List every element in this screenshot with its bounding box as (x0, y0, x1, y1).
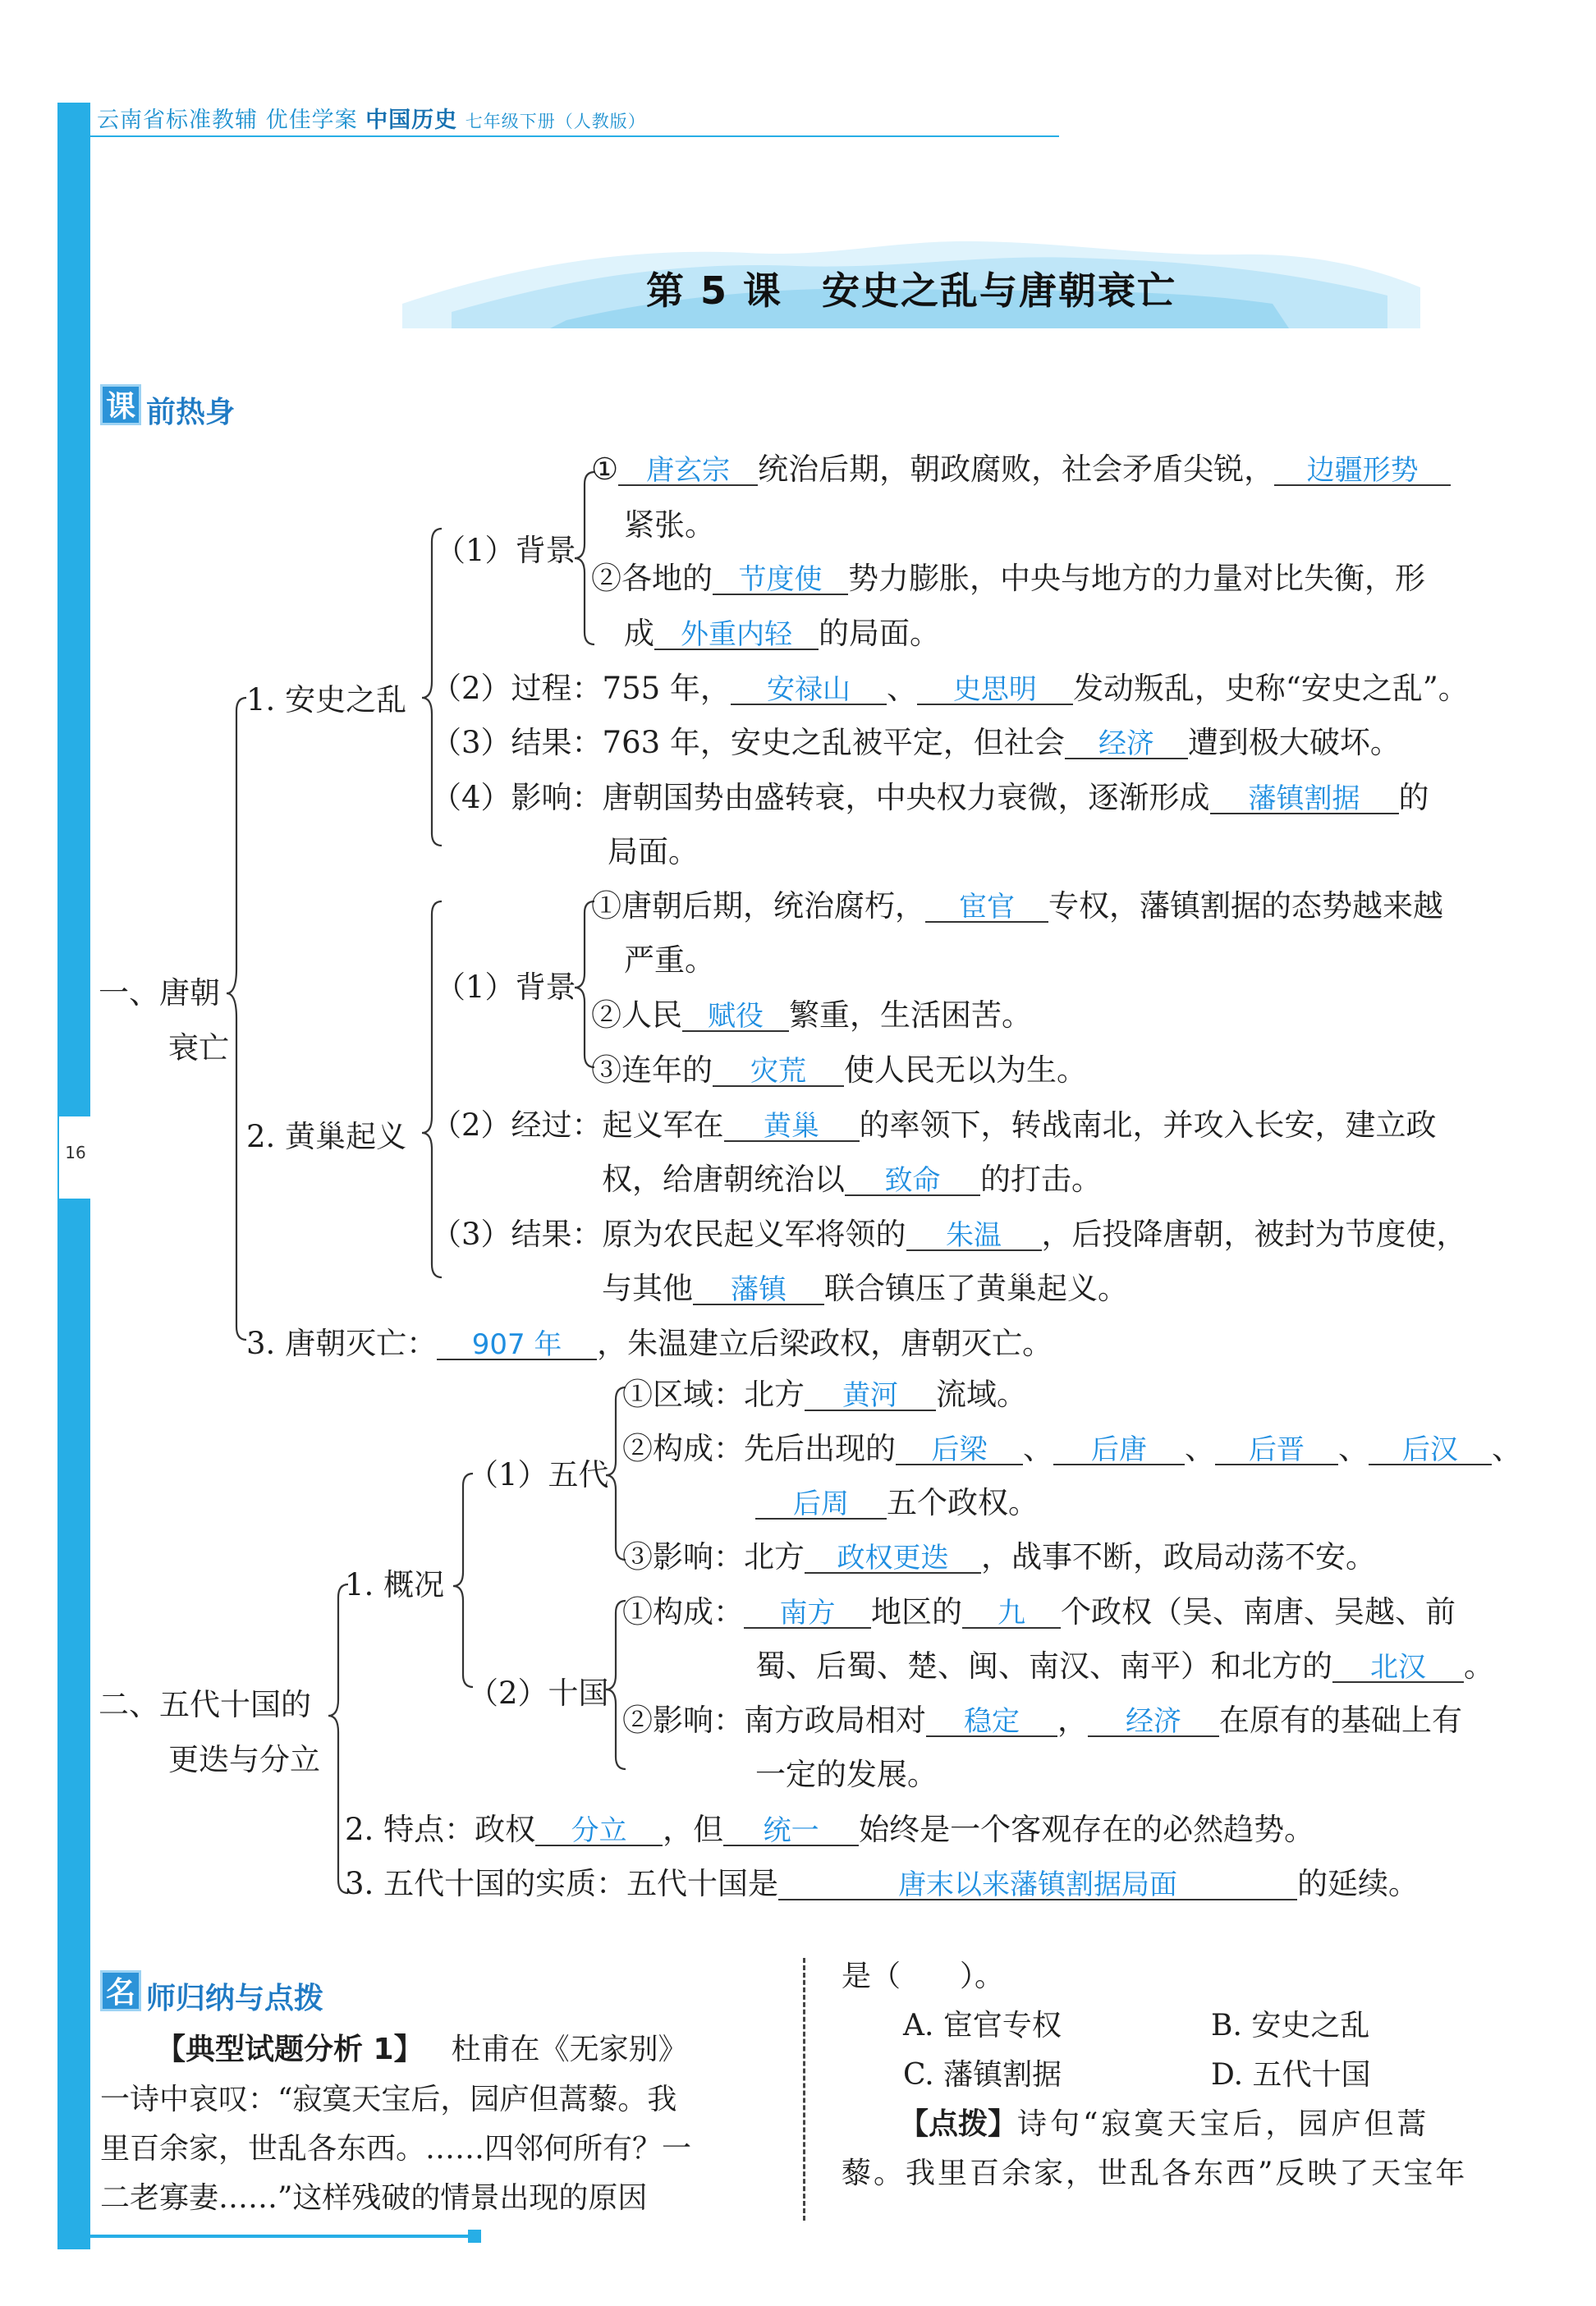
option-d[interactable]: D. 五代十国 (1211, 2058, 1371, 2092)
anshi-bg-label: （1）背景 (435, 533, 576, 568)
answer-blank: 后唐 (1053, 1436, 1185, 1465)
answer-blank: 稳定 (926, 1708, 1057, 1737)
part1-label-line1: 一、唐朝 (99, 975, 220, 1011)
page-title: 第 5 课 安史之乱与唐朝衰亡 (645, 268, 1177, 313)
answer-blank: 史思明 (917, 676, 1073, 705)
example-line3: 里百余家，世乱各东西。……四邻何所有？一 (100, 2132, 692, 2166)
anshi-label: 1. 安史之乱 (246, 682, 407, 717)
shiguo-impact-line2: 一定的发展。 (755, 1757, 938, 1792)
answer-blank: 后梁 (896, 1436, 1023, 1465)
huangchao-bg1-line1: ①唐朝后期，统治腐朽， 宦官 专权，藩镇割据的态势越来越 (591, 888, 1443, 924)
answer-blank: 后周 (755, 1490, 887, 1520)
huangchao-process-line1: （2）经过：起义军在 黄巢 的率领下，转战南北，并攻入长安，建立政 (431, 1107, 1437, 1143)
huangchao-process-line2: 权，给唐朝统治以 致命 的打击。 (602, 1162, 1102, 1197)
answer-blank: 黄河 (805, 1382, 936, 1411)
answer-blank: 统一 (723, 1817, 859, 1846)
example-tag: 【典型试题分析 1】 (156, 2033, 424, 2066)
answer-blank: 分立 (535, 1817, 663, 1846)
section-badge-warmup: 课 (100, 384, 141, 425)
answer-blank: 朱温 (906, 1222, 1042, 1251)
huangchao-bg-label: （1）背景 (435, 970, 576, 1005)
overview-label: 1. 概况 (345, 1567, 445, 1602)
wudai-composition-line2: 后周 五个政权。 (755, 1488, 1039, 1520)
shiguo-label: （2）十国 (468, 1676, 609, 1711)
anshi-bg2-line1: ②各地的 节度使 势力膨胀，中央与地方的力量对比失衡，形 (591, 561, 1425, 596)
huangchao-bg2: ②人民 赋役 繁重，生活困苦。 (591, 997, 1032, 1033)
answer-blank: 907 年 (437, 1331, 597, 1360)
answer-blank: 灾荒 (713, 1057, 844, 1087)
part1-label-line2: 衰亡 (168, 1030, 229, 1066)
essence-line: 3. 五代十国的实质：五代十国是 唐末以来藩镇割据局面 的延续。 (345, 1866, 1419, 1901)
example-line4: 二老寡妻……”这样残破的情景出现的原因 (100, 2181, 648, 2215)
anshi-bg1-line1: ① 唐玄宗 统治后期，朝政腐败，社会矛盾尖锐， 边疆形势 (591, 454, 1451, 486)
answer-blank: 安禄山 (731, 676, 887, 705)
answer-blank: 致命 (845, 1167, 980, 1196)
huangchao-label: 2. 黄巢起义 (246, 1119, 407, 1154)
wudai-region: ①区域：北方 黄河 流域。 (622, 1377, 1027, 1412)
answer-blank: 南方 (744, 1599, 871, 1629)
trait-line: 2. 特点：政权 分立 ，但 统一 始终是一个客观存在的必然趋势。 (345, 1812, 1315, 1847)
answer-blank: 经济 (1065, 730, 1188, 759)
header-grade: 七年级下册（人教版） (465, 112, 646, 131)
shiguo-composition-line2: 蜀、后蜀、楚、闽、南汉、南平）和北方的 北汉 。 (755, 1648, 1494, 1684)
answer-blank: 边疆形势 (1274, 456, 1451, 486)
header-series: 云南省标准教辅 (97, 108, 258, 133)
anshi-bg2-line2: 成 外重内轻 的局面。 (624, 616, 940, 651)
answer-blank: 九 (962, 1599, 1061, 1629)
shiguo-impact-line1: ②影响：南方政局相对 稳定 ， 经济 在原有的基础上有 (622, 1703, 1462, 1738)
anshi-impact-line1: （4）影响：唐朝国势由盛转衰，中央权力衰微，逐渐形成 藩镇割据 的 (431, 780, 1429, 815)
example-line1: 【典型试题分析 1】 杜甫在《无家别》 (156, 2033, 688, 2066)
answer-blank: 唐玄宗 (618, 456, 758, 486)
column-divider (803, 1958, 805, 2221)
header-book: 优佳学案 (265, 108, 358, 133)
wudai-label: （1）五代 (468, 1457, 609, 1492)
tip-line2: 藜。我里百余家，世乱各东西”反映了天宝年 (842, 2157, 1468, 2190)
answer-blank: 唐末以来藩镇割据局面 (778, 1871, 1297, 1900)
page-number: 16 (65, 1143, 86, 1162)
answer-blank: 宦官 (925, 893, 1048, 923)
huangchao-result-line1: （3）结果：原为农民起义军将领的 朱温 ，后投降唐朝，被封为节度使， (431, 1217, 1467, 1252)
answer-blank: 后汉 (1369, 1436, 1492, 1465)
huangchao-result-line2: 与其他 藩镇 联合镇压了黄巢起义。 (602, 1271, 1128, 1306)
tip-tag: 【点拨】 (899, 2107, 1018, 2141)
option-a[interactable]: A. 宦官专权 (903, 2009, 1062, 2042)
answer-blank: 北汉 (1332, 1653, 1464, 1683)
header-subject: 中国历史 (365, 108, 458, 133)
anshi-impact-line2: 局面。 (608, 834, 699, 869)
option-c[interactable]: C. 藩镇割据 (903, 2058, 1062, 2092)
tip-line1: 【点拨】诗句“寂寞天宝后，园庐但蒿 (899, 2107, 1430, 2141)
shiguo-composition-line1: ①构成： 南方 地区的 九 个政权（吴、南唐、吴越、前 (622, 1594, 1456, 1630)
answer-blank: 赋役 (682, 1002, 789, 1032)
huangchao-bg3: ③连年的 灾荒 使人民无以为生。 (591, 1052, 1087, 1088)
answer-blank: 经济 (1088, 1708, 1219, 1737)
answer-blank: 外重内轻 (654, 621, 819, 650)
huangchao-bg1-line2: 严重。 (624, 942, 715, 978)
answer-blank: 藩镇割据 (1210, 785, 1399, 814)
part2-label-line1: 二、五代十国的 (99, 1687, 311, 1722)
anshi-result: （3）结果：763 年，安史之乱被平定，但社会 经济 遭到极大破坏。 (431, 725, 1401, 760)
answer-blank: 藩镇 (693, 1276, 824, 1305)
option-b[interactable]: B. 安史之乱 (1211, 2009, 1370, 2042)
answer-blank: 政权更迭 (805, 1544, 981, 1574)
section-label-warmup: 前热身 (146, 396, 236, 429)
anshi-process: （2）过程：755 年， 安禄山 、 史思明 发动叛乱，史称“安史之乱”。 (431, 671, 1469, 706)
section-label-teacher: 师归纳与点拨 (146, 1982, 324, 2015)
part2-label-line2: 更迭与分立 (168, 1742, 320, 1777)
anshi-bg1-line2: 紧张。 (624, 507, 715, 543)
wudai-impact: ③影响：北方 政权更迭 ，战事不断，政局动荡不安。 (622, 1539, 1376, 1575)
section-badge-teacher: 名 (100, 1970, 141, 2011)
tang-fall: 3. 唐朝灭亡： 907 年 ，朱温建立后梁政权，唐朝灭亡。 (246, 1326, 1053, 1361)
answer-blank: 节度使 (713, 566, 848, 595)
example-line2: 一诗中哀叹：“寂寞天宝后，园庐但蒿藜。我 (100, 2083, 677, 2116)
answer-blank: 后晋 (1215, 1436, 1338, 1465)
wudai-composition-line1: ②构成：先后出现的 后梁 、 后唐 、 后晋 、 后汉 、 (622, 1431, 1522, 1466)
example-question-end: 是（ ）。 (842, 1960, 1005, 1993)
answer-blank: 黄巢 (724, 1112, 860, 1142)
